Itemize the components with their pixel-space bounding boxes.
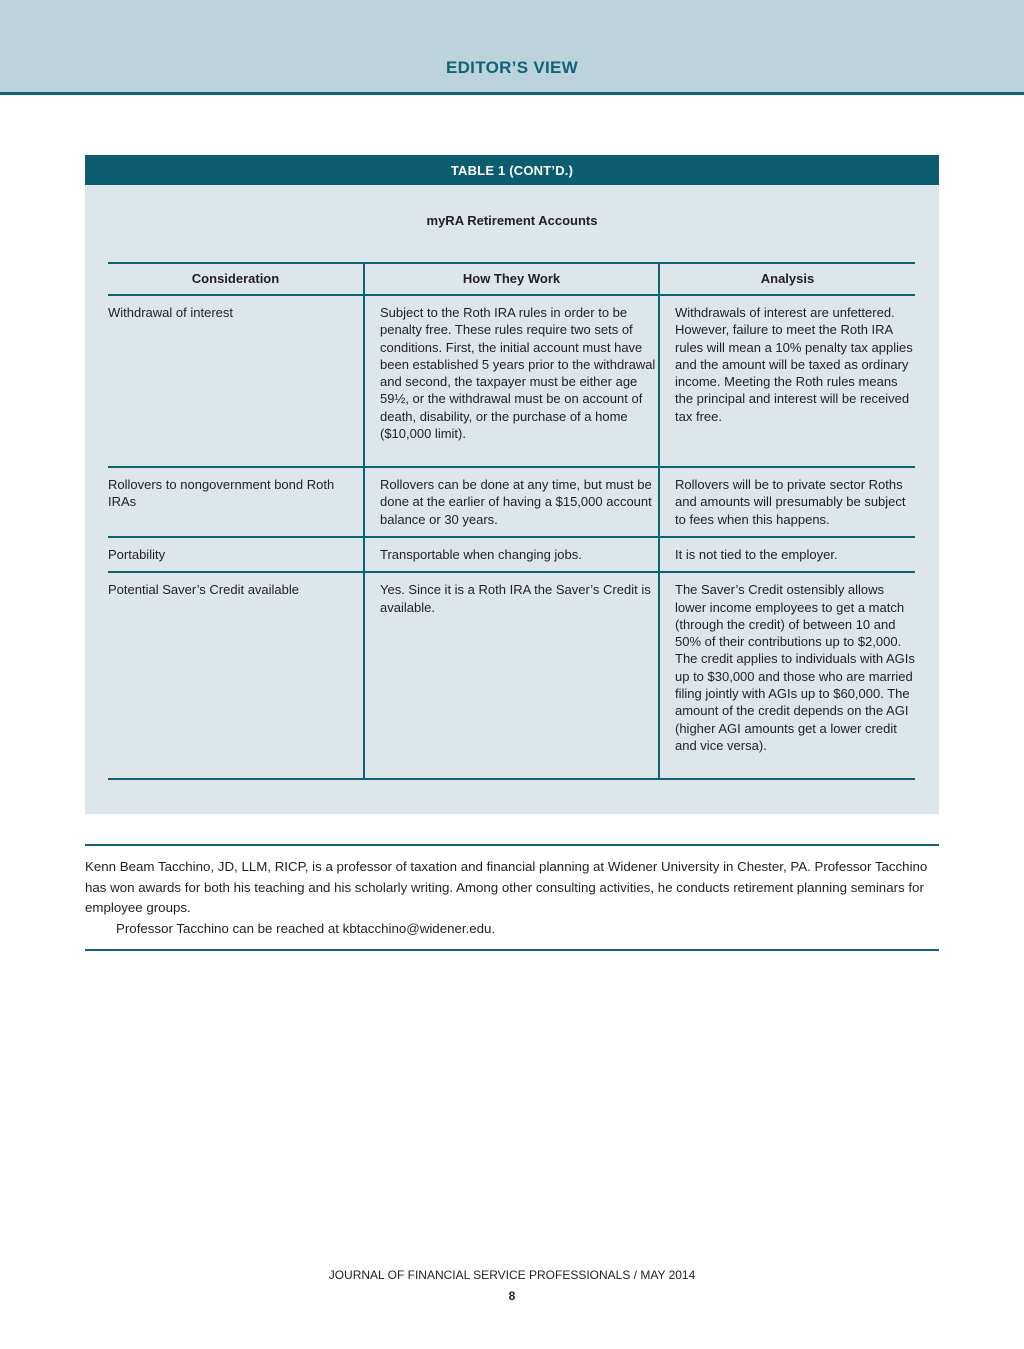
column-header-consideration: Consideration bbox=[108, 263, 364, 295]
cell-analysis: The Saver’s Credit ostensibly allows lower income employees to get a match (through the credit) of between 10 and 50% of their contributions up to $2,000. The credit applies to individuals with AGIs up to $30,000 and those who are married filing jointly with AGIs up to $60,000. The amount of the credit depends on the AGI (higher AGI amounts get a lower credit and vice versa). bbox=[659, 572, 915, 779]
cell-analysis: Withdrawals of interest are unfettered. However, failure to meet the Roth IRA rules will mean a 10% penalty tax applies and the amount will be taxed as ordinary income. Meeting the Roth rules means the principal and interest will be received tax free. bbox=[659, 295, 915, 467]
cell-consideration: Portability bbox=[108, 537, 364, 572]
table-label: TABLE 1 (CONT’D.) bbox=[85, 155, 939, 185]
column-header-how-they-work: How They Work bbox=[364, 263, 659, 295]
bio-contact: Professor Tacchino can be reached at kbtacchino@widener.edu. bbox=[116, 921, 496, 937]
cell-consideration: Potential Saver’s Credit available bbox=[108, 572, 364, 779]
journal-footer: JOURNAL OF FINANCIAL SERVICE PROFESSIONALS / MAY 2014 bbox=[328, 1268, 696, 1282]
cell-consideration: Rollovers to nongovernment bond Roth IRAs bbox=[108, 467, 364, 537]
bio-paragraph: Kenn Beam Tacchino, JD, LLM, RICP, is a professor of taxation and financial planning at Widener University in Chester, PA. Professor Tacchino has won awards for both his teaching and his scholarly writing. Among other consulting activities, he conducts retirement planning seminars for employee groups. bbox=[85, 859, 928, 916]
cell-how-they-work: Subject to the Roth IRA rules in order to be penalty free. These rules require two sets of conditions. First, the initial account must have been established 5 years prior to the withdrawal and second, the taxpayer must be either age 59½, or the withdrawal must be on account of death, disability, or the purchase of a home ($10,000 limit). bbox=[364, 295, 659, 467]
comparison-table bbox=[108, 262, 915, 780]
cell-analysis: It is not tied to the employer. bbox=[659, 537, 915, 572]
header-rule bbox=[0, 92, 1024, 95]
page-number: 8 bbox=[508, 1289, 516, 1303]
cell-how-they-work: Transportable when changing jobs. bbox=[364, 537, 659, 572]
column-header-analysis: Analysis bbox=[659, 263, 915, 295]
table-row bbox=[108, 572, 915, 779]
table-row bbox=[108, 295, 915, 467]
bio-bottom-rule bbox=[85, 949, 939, 951]
table-row bbox=[108, 467, 915, 537]
author-bio bbox=[85, 857, 941, 940]
bio-top-rule bbox=[85, 844, 939, 846]
header-band bbox=[0, 0, 1024, 92]
table-row bbox=[108, 537, 915, 572]
cell-how-they-work: Yes. Since it is a Roth IRA the Saver’s Credit is available. bbox=[364, 572, 659, 779]
table-header-row bbox=[108, 263, 915, 295]
cell-analysis: Rollovers will be to private sector Roths and amounts will presumably be subject to fees when this happens. bbox=[659, 467, 915, 537]
table-subtitle: myRA Retirement Accounts bbox=[426, 213, 598, 228]
table-panel bbox=[85, 155, 939, 814]
cell-consideration: Withdrawal of interest bbox=[108, 295, 364, 467]
cell-how-they-work: Rollovers can be done at any time, but must be done at the earlier of having a $15,000 account balance or 30 years. bbox=[364, 467, 659, 537]
section-title: EDITOR’S VIEW bbox=[445, 58, 579, 77]
